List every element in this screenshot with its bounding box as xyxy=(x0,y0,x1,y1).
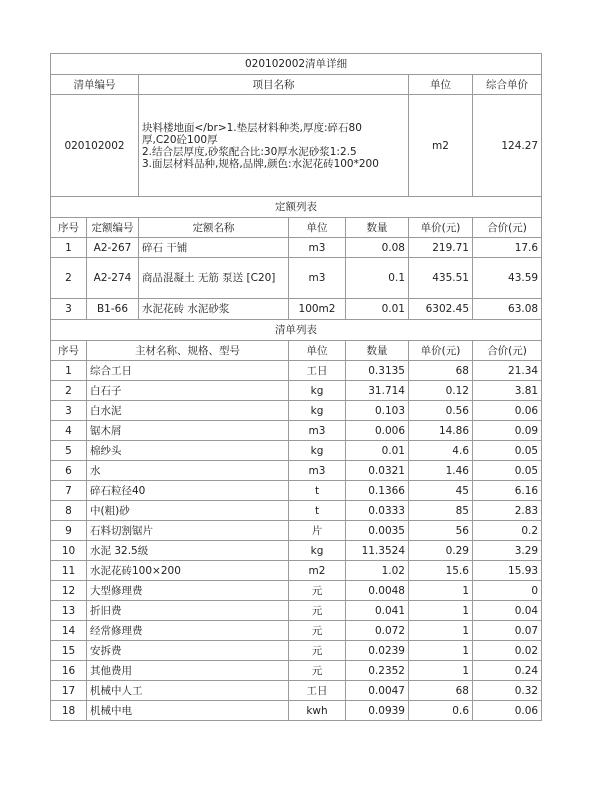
material-price: 1 xyxy=(409,641,473,661)
title-row xyxy=(51,54,542,75)
material-no: 5 xyxy=(51,441,87,461)
quota-qty: 0.01 xyxy=(346,299,409,320)
material-qty: 0.0239 xyxy=(346,641,409,661)
material-price: 1 xyxy=(409,601,473,621)
material-price: 1 xyxy=(409,581,473,601)
bill-header-row xyxy=(51,75,542,95)
material-row xyxy=(51,361,542,381)
material-name: 白水泥 xyxy=(87,401,289,421)
material-total: 0.05 xyxy=(473,441,542,461)
material-no: 3 xyxy=(51,401,87,421)
bill-description xyxy=(139,95,409,197)
material-total: 3.81 xyxy=(473,381,542,401)
material-unit: m3 xyxy=(289,421,346,441)
quota-price: 6302.45 xyxy=(409,299,473,320)
material-price: 0.56 xyxy=(409,401,473,421)
material-qty: 0.0333 xyxy=(346,501,409,521)
material-no: 16 xyxy=(51,661,87,681)
material-price-header: 单价(元) xyxy=(409,341,473,361)
quota-name: 商品混凝土 无筋 泵送 [C20] xyxy=(139,258,289,299)
material-name: 白石子 xyxy=(87,381,289,401)
material-name: 综合工日 xyxy=(87,361,289,381)
material-total-header: 合价(元) xyxy=(473,341,542,361)
material-unit: t xyxy=(289,481,346,501)
material-row xyxy=(51,421,542,441)
material-section-row xyxy=(51,320,542,341)
material-price: 4.6 xyxy=(409,441,473,461)
material-no: 18 xyxy=(51,701,87,721)
material-no: 8 xyxy=(51,501,87,521)
material-name: 水 xyxy=(87,461,289,481)
quota-total: 43.59 xyxy=(473,258,542,299)
material-row xyxy=(51,481,542,501)
material-price: 15.6 xyxy=(409,561,473,581)
material-qty: 0.103 xyxy=(346,401,409,421)
material-unit-header: 单位 xyxy=(289,341,346,361)
material-total: 0.24 xyxy=(473,661,542,681)
material-name: 锯木屑 xyxy=(87,421,289,441)
bill-price-header: 综合单价 xyxy=(473,75,542,95)
bill-unit-header: 单位 xyxy=(409,75,473,95)
material-name: 棉纱头 xyxy=(87,441,289,461)
quota-price: 219.71 xyxy=(409,238,473,258)
material-total: 15.93 xyxy=(473,561,542,581)
material-row xyxy=(51,381,542,401)
material-unit: 元 xyxy=(289,661,346,681)
material-price: 14.86 xyxy=(409,421,473,441)
material-name: 水泥 32.5级 xyxy=(87,541,289,561)
material-no-header: 序号 xyxy=(51,341,87,361)
material-row xyxy=(51,601,542,621)
material-name: 安拆费 xyxy=(87,641,289,661)
material-price: 0.29 xyxy=(409,541,473,561)
material-total: 21.34 xyxy=(473,361,542,381)
quota-price: 435.51 xyxy=(409,258,473,299)
material-name: 机械中电 xyxy=(87,701,289,721)
material-price: 45 xyxy=(409,481,473,501)
material-name: 大型修理费 xyxy=(87,581,289,601)
material-unit: 元 xyxy=(289,641,346,661)
material-qty: 1.02 xyxy=(346,561,409,581)
bill-description-line: 块料楼地面</br>1.垫层材料种类,厚度:碎石80 xyxy=(142,121,362,134)
material-header-row xyxy=(51,341,542,361)
material-no: 7 xyxy=(51,481,87,501)
material-row xyxy=(51,581,542,601)
material-qty: 0.2352 xyxy=(346,661,409,681)
quota-no-header: 序号 xyxy=(51,218,87,238)
material-row xyxy=(51,521,542,541)
material-row xyxy=(51,701,542,721)
material-row xyxy=(51,661,542,681)
material-name: 机械中人工 xyxy=(87,681,289,701)
material-row xyxy=(51,401,542,421)
material-total: 0 xyxy=(473,581,542,601)
quota-code: A2-267 xyxy=(87,238,139,258)
quota-no: 3 xyxy=(51,299,87,320)
material-qty: 0.0047 xyxy=(346,681,409,701)
quota-row xyxy=(51,258,542,299)
material-row xyxy=(51,501,542,521)
quota-unit: m3 xyxy=(289,258,346,299)
material-no: 11 xyxy=(51,561,87,581)
material-unit: kg xyxy=(289,381,346,401)
material-unit: kwh xyxy=(289,701,346,721)
quota-qty-header: 数量 xyxy=(346,218,409,238)
material-row xyxy=(51,541,542,561)
quota-header-row xyxy=(51,218,542,238)
material-no: 10 xyxy=(51,541,87,561)
material-no: 9 xyxy=(51,521,87,541)
material-name: 水泥花砖100×200 xyxy=(87,561,289,581)
material-total: 0.2 xyxy=(473,521,542,541)
material-total: 0.09 xyxy=(473,421,542,441)
material-qty: 0.072 xyxy=(346,621,409,641)
material-qty: 0.01 xyxy=(346,441,409,461)
quota-section-row xyxy=(51,197,542,218)
material-unit: kg xyxy=(289,541,346,561)
material-unit: 元 xyxy=(289,621,346,641)
material-unit: 元 xyxy=(289,581,346,601)
quota-no: 2 xyxy=(51,258,87,299)
bill-detail-table xyxy=(50,53,542,721)
material-total: 0.05 xyxy=(473,461,542,481)
material-price: 56 xyxy=(409,521,473,541)
material-qty: 0.0048 xyxy=(346,581,409,601)
material-total: 0.06 xyxy=(473,701,542,721)
quota-unit: m3 xyxy=(289,238,346,258)
material-unit: m3 xyxy=(289,461,346,481)
material-row xyxy=(51,681,542,701)
material-no: 14 xyxy=(51,621,87,641)
bill-item-row xyxy=(51,95,542,197)
bill-description-line: 3.面层材料品种,规格,品牌,颜色:水泥花砖100*200 xyxy=(142,157,379,170)
material-total: 0.06 xyxy=(473,401,542,421)
quota-name-header: 定额名称 xyxy=(139,218,289,238)
quota-qty: 0.08 xyxy=(346,238,409,258)
material-qty: 0.0035 xyxy=(346,521,409,541)
quota-row xyxy=(51,238,542,258)
bill-description-line: 2.结合层厚度,砂浆配合比:30厚水泥砂浆1:2.5 xyxy=(142,145,357,158)
bill-unit: m2 xyxy=(409,95,473,197)
material-name: 其他费用 xyxy=(87,661,289,681)
quota-price-header: 单价(元) xyxy=(409,218,473,238)
material-qty: 0.041 xyxy=(346,601,409,621)
material-price: 0.12 xyxy=(409,381,473,401)
material-price: 0.6 xyxy=(409,701,473,721)
material-qty: 11.3524 xyxy=(346,541,409,561)
material-unit: kg xyxy=(289,401,346,421)
material-total: 6.16 xyxy=(473,481,542,501)
material-price: 68 xyxy=(409,681,473,701)
material-price: 1.46 xyxy=(409,461,473,481)
quota-section-title: 定额列表 xyxy=(51,197,542,218)
material-unit: m2 xyxy=(289,561,346,581)
material-unit: 元 xyxy=(289,601,346,621)
material-no: 12 xyxy=(51,581,87,601)
quota-unit: 100m2 xyxy=(289,299,346,320)
quota-code: B1-66 xyxy=(87,299,139,320)
material-name: 经常修理费 xyxy=(87,621,289,641)
quota-code: A2-274 xyxy=(87,258,139,299)
material-qty: 0.0321 xyxy=(346,461,409,481)
material-no: 4 xyxy=(51,421,87,441)
material-section-title: 清单列表 xyxy=(51,320,542,341)
material-row xyxy=(51,641,542,661)
quota-row xyxy=(51,299,542,320)
material-row xyxy=(51,561,542,581)
quota-name: 碎石 干铺 xyxy=(139,238,289,258)
bill-description-line: 厚,C20砼100厚 xyxy=(142,133,218,146)
material-total: 0.04 xyxy=(473,601,542,621)
material-no: 2 xyxy=(51,381,87,401)
material-no: 13 xyxy=(51,601,87,621)
bill-name-header: 项目名称 xyxy=(139,75,409,95)
quota-qty: 0.1 xyxy=(346,258,409,299)
material-qty: 0.0939 xyxy=(346,701,409,721)
material-price: 1 xyxy=(409,621,473,641)
quota-name: 水泥花砖 水泥砂浆 xyxy=(139,299,289,320)
bill-code-header: 清单编号 xyxy=(51,75,139,95)
material-qty: 0.1366 xyxy=(346,481,409,501)
bill-price: 124.27 xyxy=(473,95,542,197)
material-price: 68 xyxy=(409,361,473,381)
material-row xyxy=(51,621,542,641)
material-name: 中(粗)砂 xyxy=(87,501,289,521)
material-no: 1 xyxy=(51,361,87,381)
material-unit: kg xyxy=(289,441,346,461)
quota-total: 63.08 xyxy=(473,299,542,320)
material-name: 石料切割锯片 xyxy=(87,521,289,541)
material-no: 17 xyxy=(51,681,87,701)
quota-total-header: 合价(元) xyxy=(473,218,542,238)
quota-unit-header: 单位 xyxy=(289,218,346,238)
material-row xyxy=(51,461,542,481)
quota-no: 1 xyxy=(51,238,87,258)
material-qty-header: 数量 xyxy=(346,341,409,361)
material-total: 0.32 xyxy=(473,681,542,701)
quota-total: 17.6 xyxy=(473,238,542,258)
material-name: 碎石粒径40 xyxy=(87,481,289,501)
material-name: 折旧费 xyxy=(87,601,289,621)
material-unit: 工日 xyxy=(289,361,346,381)
material-price: 1 xyxy=(409,661,473,681)
material-qty: 0.3135 xyxy=(346,361,409,381)
material-price: 85 xyxy=(409,501,473,521)
quota-code-header: 定额编号 xyxy=(87,218,139,238)
bill-code: 020102002 xyxy=(51,95,139,197)
material-qty: 31.714 xyxy=(346,381,409,401)
material-no: 6 xyxy=(51,461,87,481)
material-total: 0.02 xyxy=(473,641,542,661)
material-unit: 工日 xyxy=(289,681,346,701)
material-total: 2.83 xyxy=(473,501,542,521)
material-total: 3.29 xyxy=(473,541,542,561)
material-qty: 0.006 xyxy=(346,421,409,441)
material-row xyxy=(51,441,542,461)
material-unit: 片 xyxy=(289,521,346,541)
material-total: 0.07 xyxy=(473,621,542,641)
material-name-header: 主材名称、规格、型号 xyxy=(87,341,289,361)
material-no: 15 xyxy=(51,641,87,661)
material-unit: t xyxy=(289,501,346,521)
page-title: 020102002清单详细 xyxy=(51,54,542,75)
